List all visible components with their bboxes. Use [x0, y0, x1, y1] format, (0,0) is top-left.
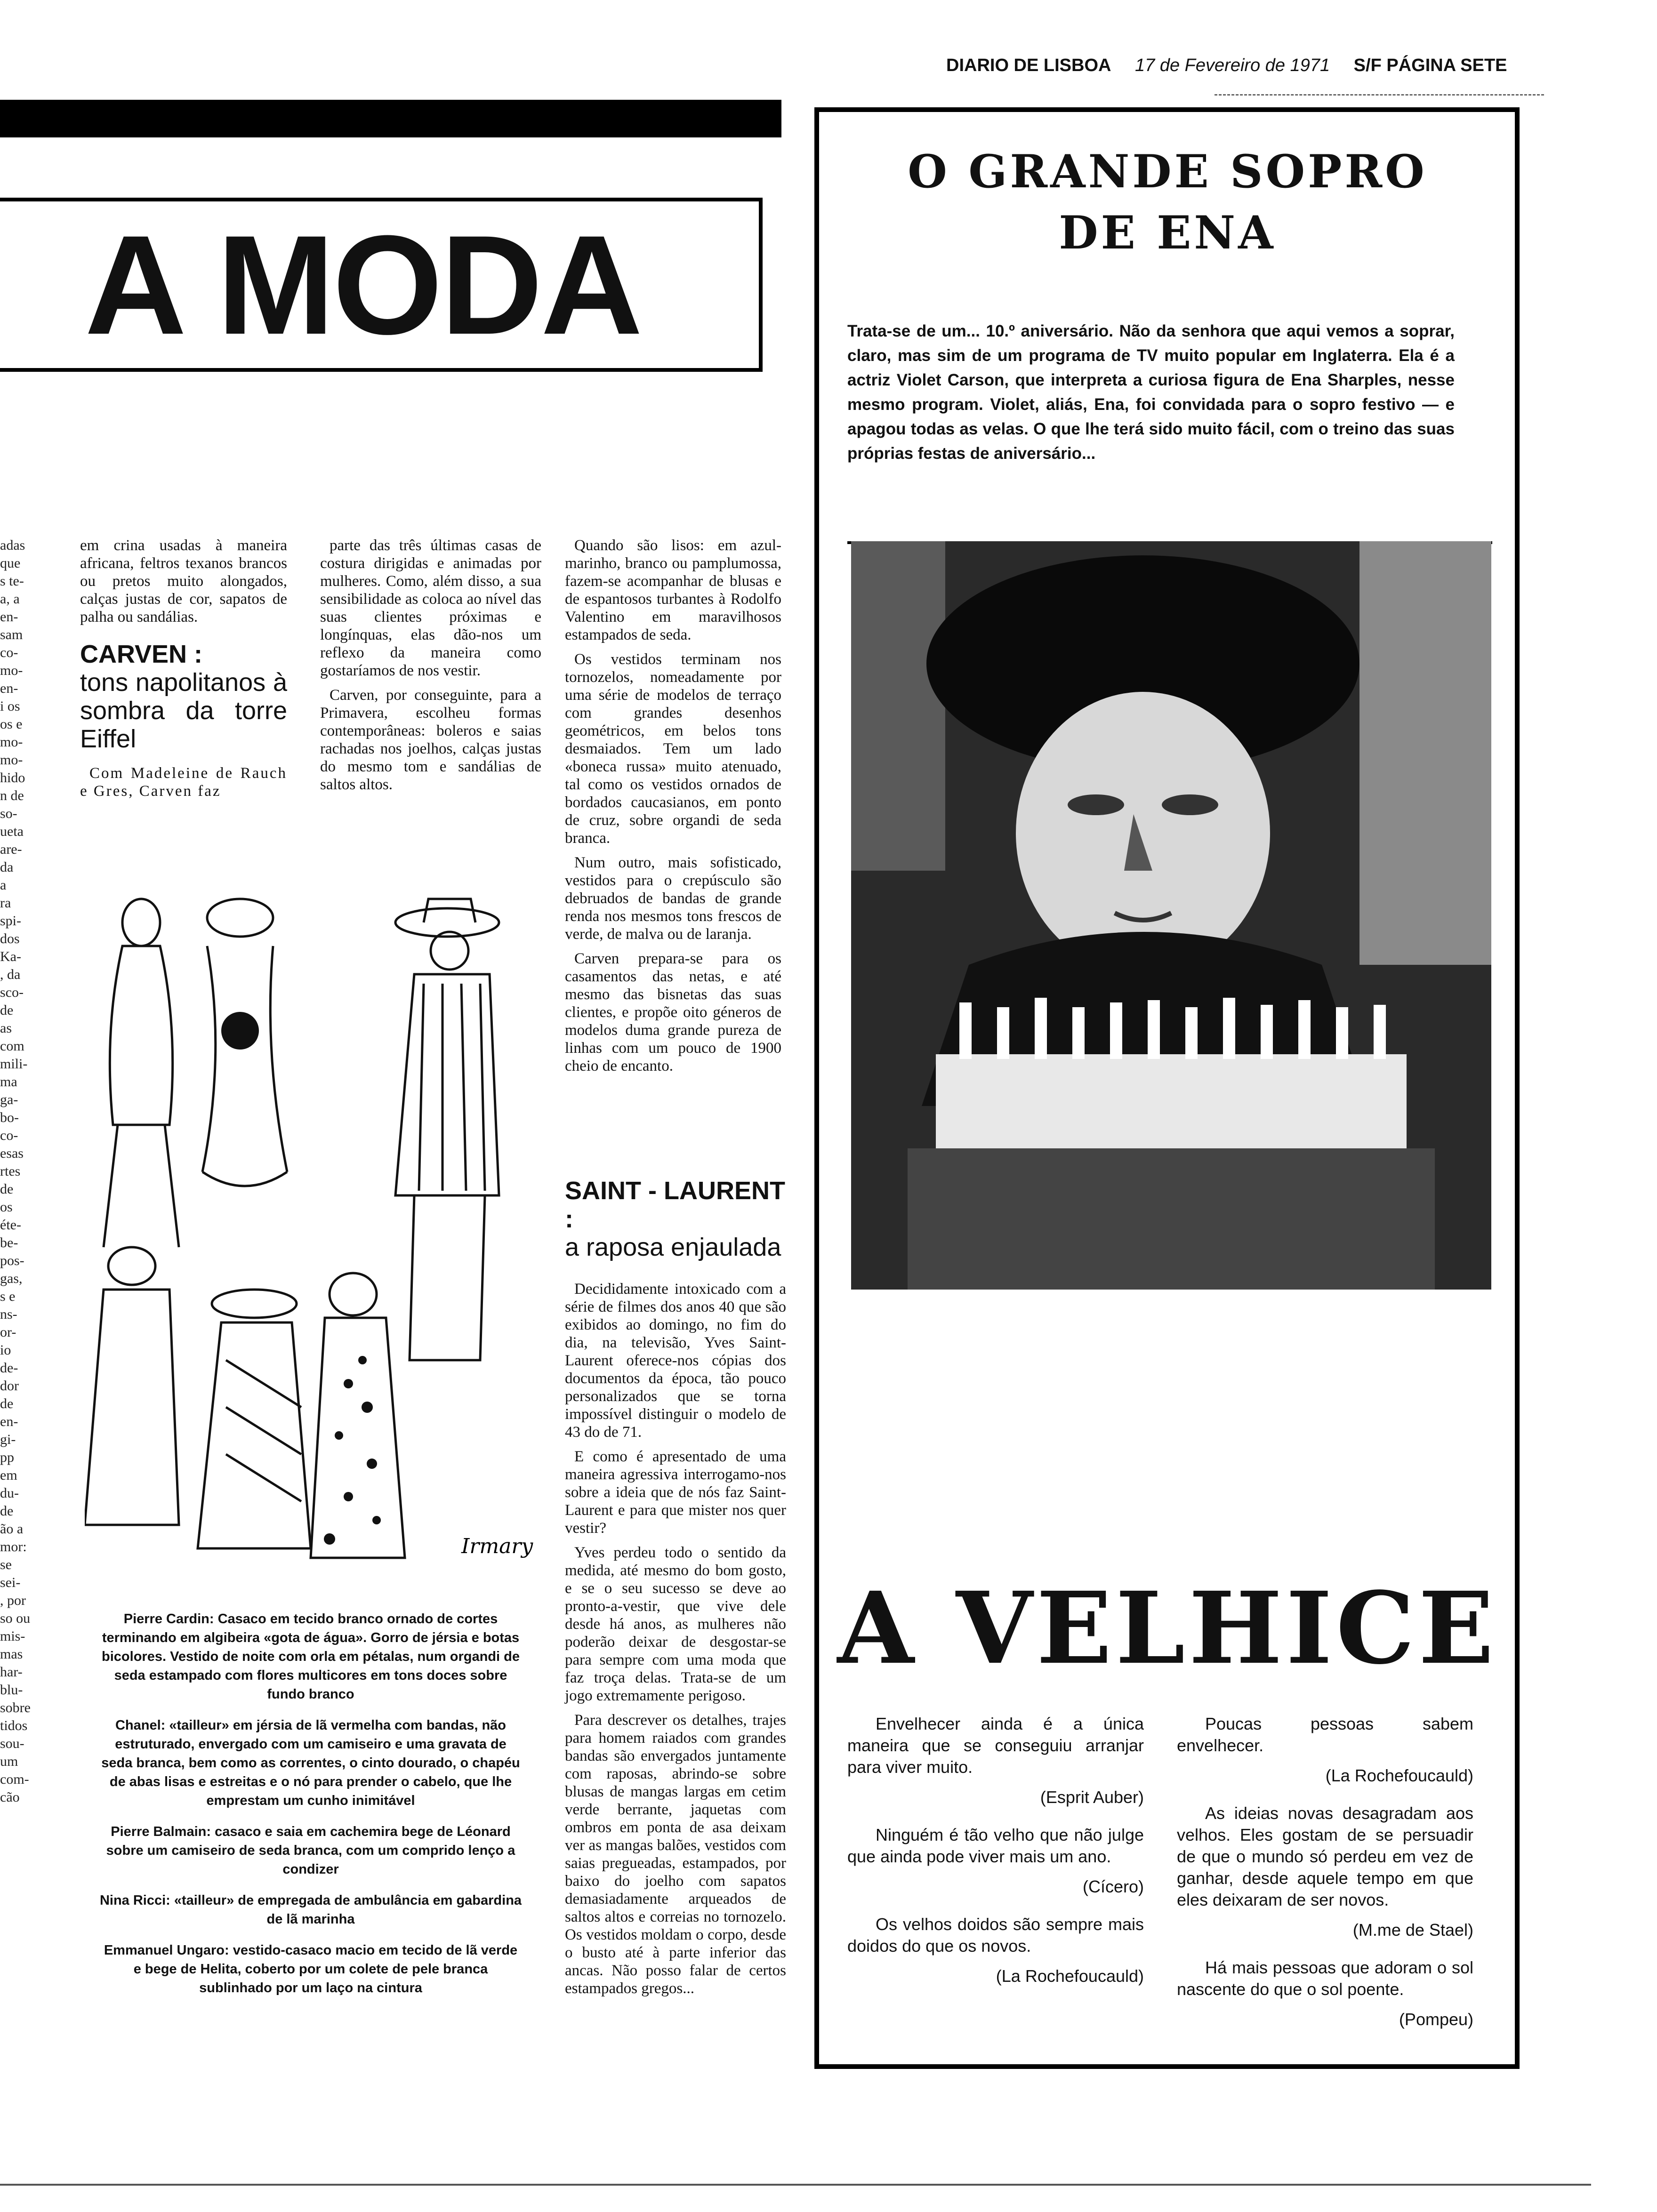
fashion-illustration [85, 890, 560, 1567]
edge-fragment: s e [0, 1289, 16, 1304]
edge-fragment: gas, [0, 1271, 23, 1286]
article-column-4 [565, 1177, 786, 2004]
saint-laurent-kicker: SAINT - LAURENT : [565, 1177, 785, 1233]
edge-fragment: rtes [0, 1163, 21, 1179]
carven-kicker: CARVEN : [80, 640, 203, 668]
feature-intro: Trata-se de um... 10.º aniversário. Não da senhora que aqui vemos a soprar, claro, mas sim de um programa de TV muito popular em Inglaterra. Ela é a actriz Violet Carson, que interpreta a curiosa figura de Ena Sharples, nesse mesmo program. Violet, aliás, Ena, foi convidada para o sopro festivo — e apagou todas as velas. O que lhe terá sido muito fácil, com o treino das suas próprias festas de aniversário... [847, 322, 1455, 463]
quote-text: Ninguém é tão velho que não julge que ainda pode viver mais um ano. [847, 1825, 1144, 1866]
edge-fragment: se [0, 1557, 12, 1572]
edge-fragment: dos [0, 931, 20, 946]
article-paragraph: Chanel: «tailleur» em jérsia de lã vermelha com bandas, não estruturado, envergado com um camiseiro e uma gravata de seda branca, bem como as correntes, o cinto dourado, o chapéu de abas lisas e estreitas e o nó para prender o cabelo, que lhe emprestam um cunho inimitável [101, 1718, 520, 1808]
edge-fragment: com- [0, 1771, 29, 1787]
page-header [946, 56, 1539, 76]
quote-author: (La Rochefoucauld) [1325, 1766, 1473, 1785]
edge-fragment: sam [0, 627, 23, 642]
edge-fragment: pos- [0, 1253, 24, 1268]
edge-fragment: en- [0, 609, 18, 625]
edge-fragment: du- [0, 1485, 19, 1501]
quote-text: Há mais pessoas que adoram o sol nascente do que o sol poente. [1177, 1958, 1473, 1999]
article-column-1 [80, 537, 287, 807]
article-paragraph: Com Madeleine de Rauch e Gres, Carven faz [80, 765, 287, 800]
article-paragraph: Decididamente intoxicado com a série de filmes dos anos 40 que são exibidos ao domingo, no fim do dia, na televisão, Yves Saint-Laurent oferece-nos cópias dos documentos da época, tão pouco personalizados que se torna impossível distinguir o modelo de 43 do de 71. [565, 1281, 786, 1441]
article-paragraph: parte das três últimas casas de costura dirigidas e animadas por mulheres. Como, além disso, a sua sensibilidade as coloca ao nível das suas clientes próximas e longínquas, elas dão-nos um reflexo da maneira como gostaríamos de nos vestir. [320, 537, 541, 679]
edge-fragment: ns- [0, 1306, 17, 1322]
edge-fragment: co- [0, 645, 18, 660]
edge-fragment: mor: [0, 1539, 27, 1555]
edge-fragment: com [0, 1038, 24, 1054]
edge-fragment: mili- [0, 1056, 28, 1072]
edge-fragment: de [0, 1002, 14, 1018]
edge-fragment: mo- [0, 752, 23, 768]
article-paragraph: Pierre Balmain: casaco e saia em cachemira bege de Léonard sobre um camiseiro de seda branca, com um comprido lenço a condizer [106, 1824, 515, 1877]
article-paragraph: Carven, por conseguinte, para a Primavera, escolheu formas contemporâneas: boleros e saias rachadas nos joelhos, calças justas do mesmo tom e sandálias de saltos altos. [320, 687, 541, 793]
edge-fragment: um [0, 1754, 18, 1769]
edge-fragment: i os [0, 698, 20, 714]
quotes-left-column [847, 1713, 1144, 2003]
edge-fragment: or- [0, 1324, 16, 1340]
edge-fragment: ra [0, 895, 11, 911]
birthday-photo [851, 541, 1491, 1290]
issue-date: 17 de Fevereiro de 1971 [1135, 56, 1330, 75]
edge-fragment: os [0, 1199, 13, 1215]
page-bottom-rule [0, 2184, 1591, 2186]
carven-subheading [80, 640, 287, 753]
left-edge-column [0, 537, 33, 1806]
feature-title [824, 141, 1511, 264]
edge-fragment: tidos [0, 1718, 28, 1733]
edge-fragment: hido [0, 770, 25, 785]
carven-subtitle: tons napolitanos à sombra da torre Eiffel [80, 668, 287, 753]
edge-fragment: , da [0, 967, 21, 982]
illustration-captions [99, 1610, 523, 2010]
saint-laurent-subheading [565, 1177, 786, 1261]
edge-fragment: en- [0, 681, 18, 696]
quote-text: Os velhos doidos são sempre mais doidos do que os novos. [847, 1915, 1144, 1956]
artist-signature: Irmary [461, 1534, 533, 1558]
edge-fragment: co- [0, 1128, 18, 1143]
edge-fragment: are- [0, 842, 22, 857]
edge-fragment: bo- [0, 1110, 19, 1125]
section-title: A MODA [85, 206, 641, 364]
article-column-2 [320, 537, 541, 800]
edge-fragment: sou- [0, 1736, 24, 1751]
quote-text: Poucas pessoas sabem envelhecer. [1177, 1714, 1473, 1755]
quote-text: Envelhecer ainda é a única maneira que se conseguiu arranjar para viver muito. [847, 1714, 1144, 1777]
edge-fragment: de [0, 1181, 14, 1197]
edge-fragment: mas [0, 1646, 23, 1662]
edge-fragment: har- [0, 1664, 23, 1680]
edge-fragment: dor [0, 1378, 19, 1394]
edge-fragment: de- [0, 1360, 18, 1376]
edge-fragment: mis- [0, 1628, 25, 1644]
quote-author: (M.me de Stael) [1352, 1920, 1473, 1940]
header-rule [1215, 94, 1544, 97]
edge-fragment: ueta [0, 824, 24, 839]
edge-fragment: s te- [0, 573, 24, 589]
article-paragraph: Pierre Cardin: Casaco em tecido branco ornado de cortes terminando em algibeira «gota de água». Gorro de jérsia e botas bicolores. Vestido de noite com orla em pétalas, num organdi de seda estampado com flores multicores em tons doces sobre fundo branco [102, 1611, 520, 1702]
edge-fragment: n de [0, 788, 24, 803]
quote-author: (La Rochefoucauld) [996, 1966, 1144, 1986]
article-paragraph: Emmanuel Ungaro: vestido-casaco macio em tecido de lã verde e bege de Helita, coberto por um colete de pele branca sublinhado por um laço na cintura [104, 1943, 518, 1996]
saint-laurent-text [565, 1280, 786, 1997]
edge-fragment: so ou [0, 1611, 31, 1626]
edge-fragment: a, a [0, 591, 20, 607]
quote-text: As ideias novas desagradam aos velhos. Eles gostam de se persuadir de que o mundo só perdeu em vez de ganhar, desde aquele tempo em que eles deixaram de ser novos. [1177, 1803, 1473, 1909]
quotes-title: A VELHICE [837, 1570, 1498, 1686]
edge-fragment: sco- [0, 985, 24, 1000]
edge-fragment: spi- [0, 913, 21, 929]
article-paragraph: Quando são lisos: em azul-marinho, branco ou pamplumossa, fazem-se acompanhar de blusas e de espantosos turbantes à Rodolfo Valentino em maravilhosos estampados de seda. [565, 537, 781, 643]
article-paragraph: Para descrever os detalhes, trajes para homem raiados com grandes bandas são envergados juntamente com raposas, abrindo-se sobre blusas de mangas largas em cetim verde berrante, jaquetas com ombros em ponta de asa deixam ver as mangas balões, vestidos com saias pregueadas, estampados, por baixo do joelho com sapatos demasiadamente arqueados de saltos altos e correias no tornozelo. Os vestidos moldam o corpo, desde o busto até à parte inferior das ancas. Não posso falar de certos estampados gregos... [565, 1712, 786, 1997]
article-paragraph: Yves perdeu todo o sentido da medida, até mesmo do bom gosto, e se o seu sucesso se deve ao pronto-a-vestir, que vive dele desde há anos, as mulheres não poderão deixar de desgostar-se para sempre com uma moda que faz troça delas. Trata-se de um jogo extremamente perigoso. [565, 1544, 786, 1704]
edge-fragment: as [0, 1020, 12, 1036]
edge-fragment: em [0, 1467, 17, 1483]
article-paragraph: Os vestidos terminam nos tornozelos, nomeadamente por uma série de modelos de terraço com grandes desenhos geométricos, em belos tons desmaiados. Tem um lado «boneca russa» muito atenuado, tal como os vestidos ornados de bordados caucasianos, em ponto de cruz, sobre organdi de seda branca. [565, 651, 781, 847]
edge-fragment: esas [0, 1146, 24, 1161]
edge-fragment: en- [0, 1414, 18, 1429]
section-bar [0, 100, 781, 137]
edge-fragment: gi- [0, 1432, 16, 1447]
edge-fragment: mo- [0, 663, 23, 678]
edge-fragment: io [0, 1342, 11, 1358]
edge-fragment: ma [0, 1074, 17, 1090]
quote-author: (Cícero) [1082, 1877, 1144, 1896]
edge-fragment: adas [0, 537, 25, 553]
quotes-right-column [1177, 1713, 1473, 2046]
edge-fragment: , por [0, 1593, 26, 1608]
article-paragraph: Carven prepara-se para os casamentos das netas, e até mesmo das bisnetas das suas clientes, e propõe oito géneros de modelos duma grande pureza de linhas com um pouco de 1900 cheio de encanto. [565, 950, 781, 1074]
edge-fragment: ga- [0, 1092, 18, 1107]
page-number: S/F PÁGINA SETE [1353, 56, 1507, 75]
edge-fragment: so- [0, 806, 17, 821]
article-paragraph: Nina Ricci: «tailleur» de empregada de ambulância em gabardina de lã marinha [99, 1893, 522, 1927]
edge-fragment: os e [0, 716, 23, 732]
edge-fragment: a [0, 877, 7, 893]
edge-fragment: que [0, 555, 21, 571]
edge-fragment: ão a [0, 1521, 24, 1537]
article-paragraph: E como é apresentado de uma maneira agressiva interrogamo-nos sobre a ideia que de nós faz Saint-Laurent e para que mister nos quer vestir? [565, 1448, 786, 1537]
quote-author: (Esprit Auber) [1040, 1787, 1144, 1807]
edge-fragment: Ka- [0, 949, 21, 964]
edge-fragment: éte- [0, 1217, 21, 1233]
feature-title-line-2: DE ENA [1059, 206, 1276, 259]
saint-laurent-subtitle: a raposa enjaulada [565, 1233, 781, 1261]
article-paragraph: em crina usadas à maneira africana, feltros texanos brancos ou pretos muito alongados, calças justas de cor, sapatos de palha ou sandálias. [80, 537, 287, 625]
feature-title-line-1: O GRANDE SOPRO [908, 145, 1427, 198]
edge-fragment: sobre [0, 1700, 31, 1715]
article-column-3 [565, 537, 781, 1082]
edge-fragment: blu- [0, 1682, 23, 1698]
newspaper-name: DIARIO DE LISBOA [946, 56, 1111, 75]
edge-fragment: sei- [0, 1575, 21, 1590]
edge-fragment: da [0, 859, 14, 875]
edge-fragment: de [0, 1503, 14, 1519]
edge-fragment: be- [0, 1235, 18, 1250]
edge-fragment: pp [0, 1450, 14, 1465]
quote-author: (Pompeu) [1399, 2010, 1473, 2029]
article-paragraph: Num outro, mais sofisticado, vestidos para o crepúsculo são debruados de bandas de grande renda nos mesmos tons frescos de verde, de malva ou de laranja. [565, 854, 781, 943]
edge-fragment: mo- [0, 734, 23, 750]
edge-fragment: cão [0, 1789, 20, 1805]
edge-fragment: de [0, 1396, 14, 1411]
